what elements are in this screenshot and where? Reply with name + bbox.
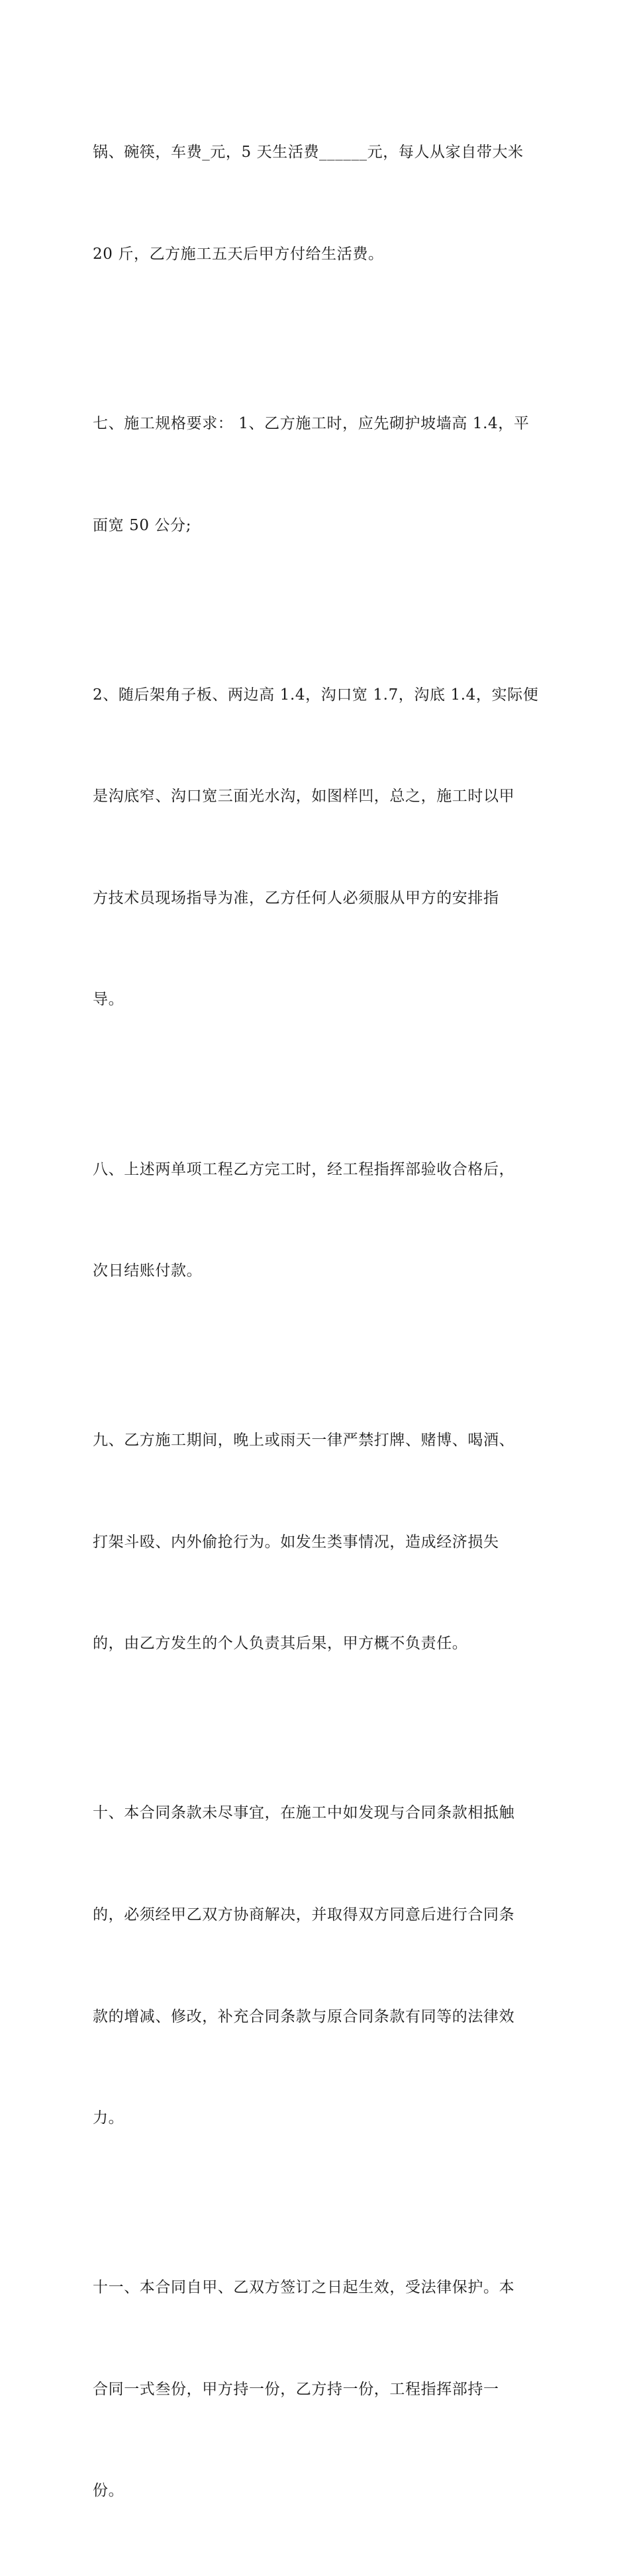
- text-line: 2、随后架角子板、两边高 1.4，沟口宽 1.7，沟底 1.4，实际便: [93, 686, 539, 704]
- text-line: 方技术员现场指导为准，乙方任何人必须服从甲方的安排指: [93, 889, 499, 907]
- text-line: 20 斤，乙方施工五天后甲方付给生活费。: [93, 246, 384, 263]
- text-line: 锅、碗筷，车费_元，5 天生活费______元，每人从家自带大米: [93, 144, 524, 161]
- text-line: 款的增减、修改，补充合同条款与原合同条款有同等的法律效: [93, 2007, 515, 2025]
- text-line: 十、本合同条款未尽事宜，在施工中如发现与合同条款相抵触: [93, 1804, 515, 1822]
- paragraph-clause-11: [93, 2203, 540, 2576]
- text-line: 份。: [93, 2482, 124, 2500]
- paragraph-clause-10: [93, 1729, 540, 2203]
- text-line: 十一、本合同自甲、乙双方签订之日起生效，受法律保护。本: [93, 2279, 515, 2297]
- text-line: 力。: [93, 2109, 124, 2127]
- text-line: 导。: [93, 991, 124, 1009]
- text-line: 七、施工规格要求： 1、乙方施工时，应先砌护坡墙高 1.4，平: [93, 415, 530, 433]
- paragraph-living-expenses: [93, 68, 540, 340]
- paragraph-clause-9: [93, 1356, 540, 1729]
- text-line: 打架斗殴、内外偷抢行为。如发生类事情况，造成经济损失: [93, 1533, 499, 1551]
- text-line: 八、上述两单项工程乙方完工时，经工程指挥部验收合格后，: [93, 1160, 515, 1178]
- text-line: 的，由乙方发生的个人负责其后果，甲方概不负责任。: [93, 1635, 468, 1653]
- paragraph-clause-8: [93, 1085, 540, 1356]
- text-line: 九、乙方施工期间，晚上或雨天一律严禁打牌、赌博、喝酒、: [93, 1432, 515, 1449]
- text-line: 合同一式叁份，甲方持一份，乙方持一份，工程指挥部持一: [93, 2380, 499, 2398]
- text-line: 面宽 50 公分;: [93, 516, 192, 534]
- text-line: 的，必须经甲乙双方协商解决，并取得双方同意后进行合同条: [93, 1906, 515, 1923]
- text-line: 是沟底窄、沟口宽三面光水沟，如图样凹，总之，施工时以甲: [93, 788, 515, 805]
- paragraph-clause-7: [93, 340, 540, 611]
- document-page: [93, 68, 540, 2576]
- text-line: 次日结账付款。: [93, 1262, 203, 1280]
- paragraph-clause-7-item-2: [93, 610, 540, 1085]
